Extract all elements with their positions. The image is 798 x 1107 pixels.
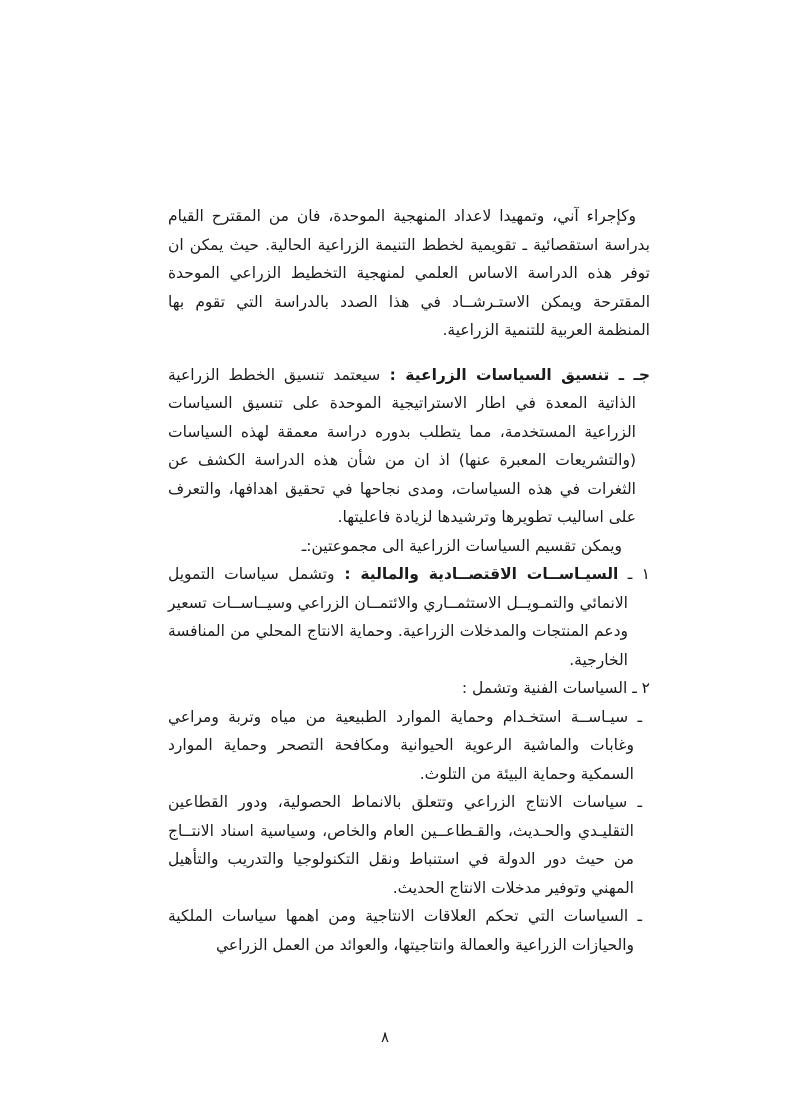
paragraph-section-c	[168, 361, 650, 532]
dash-item-3	[168, 902, 650, 959]
numbered-item-1-text: وتشمل سياسات التمويل الانمائي والتمـويــل الاستثمــاري والائتمــان الزراعي وسيــاســات تسعير ودعم المنتجات والمدخلات الزراعية. وحماية الانتاج المحلي من المنافسة الخارجية.	[168, 565, 628, 669]
text-block	[168, 202, 650, 959]
section-c-heading: جـ ـ تنسيق السياسات الزراعية :	[380, 365, 650, 384]
section-c-body: سيعتمد تنسيق الخطط الزراعية الذاتية المعدة في اطار الاستراتيجية الموحدة على تنسيق السياسات الزراعية المستخدمة، مما يتطلب بدوره دراسة معمقة لهذه السياسات (والتشريعات المعبرة عنها) اذ ان من شأن هذه الدراسة الكشف عن الثغرات في هذه السياسات، ومدى نجاحها في تحقيق اهدافها، والتعرف على اساليب تطويرها وترشيدها لزيادة فاعليتها.	[168, 365, 636, 526]
numbered-item-2-marker: ٢ ـ	[627, 679, 650, 697]
numbered-item-1-lead: السيـاســات الاقتصــادية والمالية :	[334, 565, 619, 583]
numbered-item-1-marker: ١ ـ	[618, 565, 650, 583]
dash-item-2-marker: ـ	[627, 793, 643, 811]
dash-item-1-text: سيـاســة استخـدام وحماية الموارد الطبيعية من مياه وتربة ومراعي وغابات والماشية الرعوية الحيوانية ومكافحة التصحر وحماية الموارد السمكية وحماية البيئة من التلوث.	[168, 707, 634, 783]
dash-item-1-marker: ـ	[628, 707, 643, 726]
paragraph-intro: وكإجراء آني، وتمهيدا لاعداد المنهجية الموحدة، فان من المقترح القيام بدراسة استقصائية ـ تقويمية لخطط التنيمة الزراعية الحالية. حيث يمكن ان توفر هذه الدراسة الاساس العلمي لمنهجية التخطيط الزراعي الموحدة المقترحة ويمكن الاستـرشــاد في هذا الصدد بالدراسة التي تقوم بها المنظمة العربية للتنمية الزراعية.	[168, 207, 650, 339]
dash-item-3-text: السياسات التي تحكم العلاقات الانتاجية ومن اهمها سياسات الملكية والحيازات الزراعية والعمالة وانتاجيتها، والعوائد من العمل الزراعي	[168, 907, 634, 954]
paragraph-split-line: ويمكن تقسيم السياسات الزراعية الى مجموعتين:ـ	[301, 536, 622, 555]
numbered-item-2	[168, 674, 650, 703]
dash-item-1	[168, 703, 650, 789]
numbered-item-1	[168, 560, 650, 674]
dash-item-2-text: سياسات الانتاج الزراعي وتتعلق بالانماط الحصولية، ودور القطاعين التقليـدي والحـديث، والقـطاعــين العام والخاص، وسياسية اسناد الانتــاج من حيث دور الدولة في استنباط ونقل التكنولوجيا والتدريب والتأهيل المهني وتوفير مدخلات الانتاج الحديث.	[168, 793, 634, 897]
dash-item-3-marker: ـ	[628, 907, 642, 925]
page-number: ٨	[380, 1028, 390, 1046]
dash-item-2	[168, 788, 650, 902]
numbered-item-2-text: السياسات الفنية وتشمل :	[461, 679, 628, 697]
